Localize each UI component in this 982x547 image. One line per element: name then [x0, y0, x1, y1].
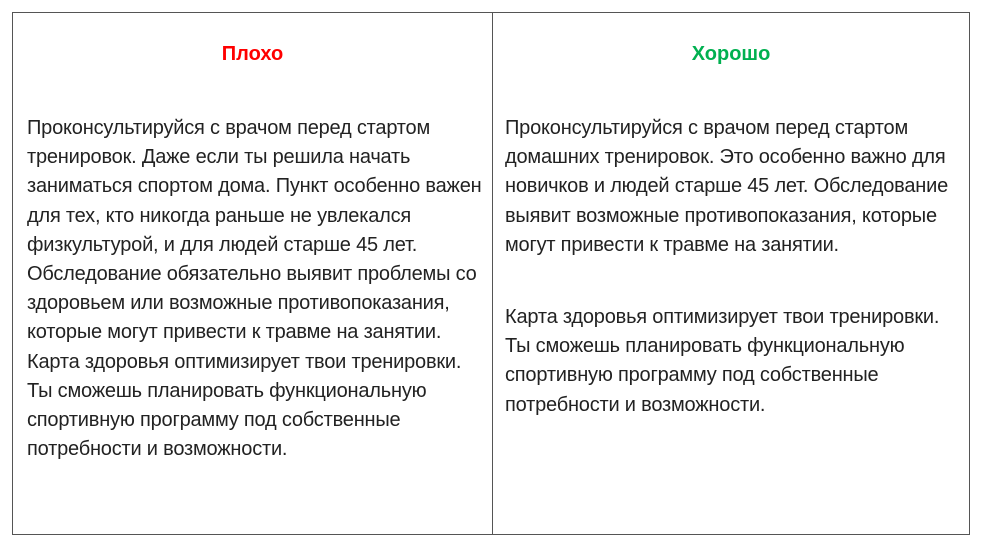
- good-paragraph-1: Проконсультируйся с врачом перед стартом домашних тренировок. Это особенно важно для новичков и людей старше 45 лет. Обследование выявит возможные противопоказания, которые могут привести к травме на занятии.: [505, 117, 949, 256]
- bad-column: [13, 13, 493, 534]
- good-column: [493, 13, 969, 534]
- bad-column-header: Плохо: [221, 43, 284, 65]
- good-column-header: Хорошо: [691, 43, 771, 65]
- comparison-table: [12, 12, 970, 535]
- bad-column-text: [27, 114, 486, 464]
- bad-paragraph: Проконсультируйся с врачом перед стартом тренировок. Даже если ты решила начать заниматься спортом дома. Пункт особенно важен для тех, кто никогда раньше не увлекался физкультурой, и для людей старше 45 лет. Обследование обязательно выявит проблемы со здоровьем или возможные противопоказания, которые могут привести к травме на занятии. Карта здоровья оптимизирует твои тренировки. Ты сможешь планировать функциональную спортивную программу под собственные потребности и возможности.: [27, 117, 482, 461]
- good-column-text: [505, 114, 965, 420]
- good-paragraph-2: Карта здоровья оптимизирует твои тренировки. Ты сможешь планировать функциональную спортивную программу под собственные потребности и возможности.: [505, 306, 940, 416]
